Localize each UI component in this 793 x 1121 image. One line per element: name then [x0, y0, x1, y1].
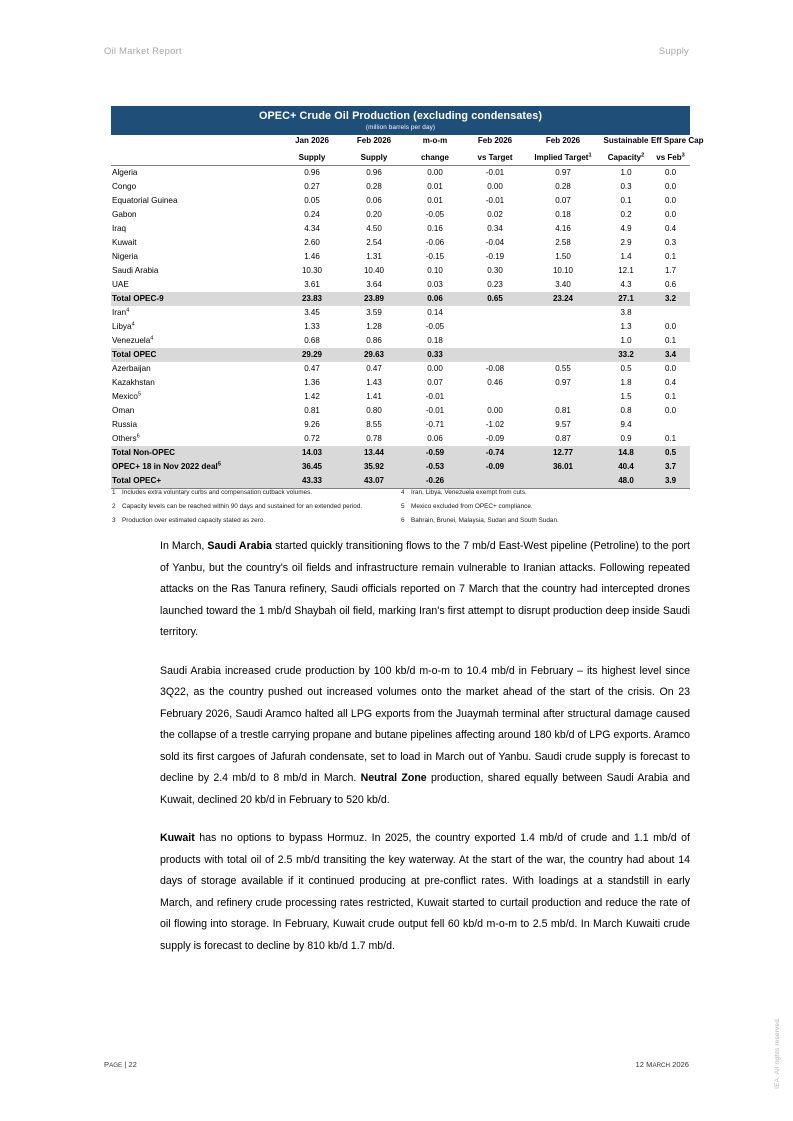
cell-c7: 0.1 — [664, 434, 677, 443]
cell-c1: 0.05 — [304, 196, 320, 205]
cell-c3: -0.05 — [425, 210, 445, 219]
cell-c6: 0.9 — [620, 434, 632, 443]
row-label: Gabon — [112, 210, 137, 219]
table-row — [111, 432, 690, 446]
table-row — [111, 264, 690, 278]
column-header-6: Sustainable Capacity$^2$ — [603, 136, 649, 162]
table-row — [111, 418, 690, 432]
row-label: Saudi Arabia — [112, 266, 159, 275]
p2-text-a: Saudi Arabia increased crude production by 100 kb/d m-o-m to 10.4 mb/d in February – its highest level since 3Q22, as the country pushed out increased volumes onto the market ahead of the start of the crisis. On 23 February 2026, Saudi Aramco halted all LPG exports from the Juaymah terminal after structural damage caused the collapse of a trestle carrying propane and butane pipelines affecting around 180 kb/d of LPG exports. Aramco sold its first cargoes of Jafurah condensate, set to load in March out of Yanbu. Saudi crude supply is forecast to decline by 2.4 mb/d to 8 mb/d in March. — [160, 664, 690, 784]
table-title-bar — [111, 106, 690, 135]
row-label: Others$^6$ — [112, 433, 140, 443]
cell-c2: 1.41 — [366, 392, 382, 401]
cell-c3: 0.10 — [427, 266, 443, 275]
cell-c7 — [651, 306, 690, 320]
table-row — [111, 348, 690, 362]
paragraph-saudi-arabia — [160, 536, 690, 644]
cell-c4: 0.00 — [487, 182, 503, 191]
cell-c4: -0.04 — [485, 238, 505, 247]
cell-c4 — [465, 390, 525, 404]
running-header-right: Supply — [658, 46, 689, 57]
cell-c6: 1.8 — [620, 378, 632, 387]
cell-c6: 27.1 — [601, 292, 651, 306]
cell-c3: 0.07 — [427, 378, 443, 387]
table-row — [111, 208, 690, 222]
cell-c4: 0.46 — [487, 378, 503, 387]
cell-c2: 43.07 — [343, 474, 405, 489]
cell-c2: 1.43 — [366, 378, 382, 387]
cell-c6: 0.8 — [620, 406, 632, 415]
cell-c6: 0.3 — [620, 182, 632, 191]
cell-c7: 0.6 — [664, 280, 677, 289]
cell-c3: -0.06 — [425, 238, 445, 247]
cell-c7 — [651, 418, 690, 432]
cell-c1: 1.46 — [304, 252, 320, 261]
footnote: 6 Bahrain, Brunei, Malaysia, Sudan and South Sudan. — [401, 517, 559, 524]
cell-c7: 0.1 — [664, 392, 677, 401]
cell-c4 — [465, 334, 525, 348]
cell-c6: 33.2 — [601, 348, 651, 362]
row-label: Nigeria — [112, 252, 138, 261]
cell-c5: 0.81 — [555, 406, 571, 415]
cell-c3: 0.33 — [405, 348, 465, 362]
p3-text: has no options to bypass Hormuz. In 2025, the country exported 1.4 mb/d of crude and 1.1 mb/d of products with total oil of 2.5 mb/d transiting the key waterway. At the start of the war, the country had about 14 days of storage available if it continued producing at pre-conflict rates. With loadings at a standstill in early March, and refinery crude processing rates restricted, Kuwait started to curtail production and reduce the rate of oil flowing into storage. In February, Kuwait crude output fell 60 kb/d m-o-m to 2.5 mb/d. In March Kuwaiti crude supply is forecast to decline by 810 kb/d 1.7 mb/d. — [160, 832, 690, 952]
table-title: OPEC+ Crude Oil Production (excluding condensates) — [258, 110, 543, 122]
cell-c4: 0.65 — [465, 292, 525, 306]
table-header-row — [111, 135, 690, 166]
cell-c5: 12.77 — [525, 446, 601, 460]
cell-c4: -0.19 — [485, 252, 505, 261]
cell-c5: 0.07 — [555, 196, 571, 205]
cell-c2: 1.28 — [366, 322, 382, 331]
cell-c6: 1.5 — [620, 392, 632, 401]
cell-c7: 3.2 — [651, 292, 690, 306]
cell-c7: 0.0 — [664, 168, 677, 177]
table-row — [111, 222, 690, 236]
cell-c3: 0.03 — [427, 280, 443, 289]
paragraph-kuwait — [160, 828, 690, 957]
paragraph-saudi-production — [160, 661, 690, 812]
running-header-left: Oil Market Report — [104, 46, 182, 57]
cell-c2: 8.55 — [366, 420, 382, 429]
table-row — [111, 180, 690, 194]
column-header-2: Feb 2026 Supply — [356, 136, 392, 162]
cell-c6: 12.1 — [618, 266, 634, 275]
cell-c5 — [525, 348, 601, 362]
cell-c3: -0.01 — [425, 392, 445, 401]
cell-c2: 0.80 — [366, 406, 382, 415]
cell-c2: 0.20 — [366, 210, 382, 219]
row-label: Kuwait — [112, 238, 137, 247]
cell-c4: -0.01 — [485, 168, 505, 177]
column-header-5: Feb 2026 Implied Target$^1$ — [534, 136, 592, 162]
cell-c5: 1.50 — [555, 252, 571, 261]
cell-c5: 0.18 — [555, 210, 571, 219]
cell-c1: 3.61 — [304, 280, 320, 289]
cell-c1: 36.45 — [281, 460, 343, 474]
row-label: Mexico$^5$ — [112, 391, 142, 401]
table-body — [111, 166, 690, 489]
cell-c7: 0.0 — [664, 406, 677, 415]
table-row — [111, 166, 690, 181]
cell-c7: 3.4 — [651, 348, 690, 362]
cell-c5: 0.55 — [555, 364, 571, 373]
p1-lead: In March, — [160, 540, 208, 552]
footnote: 2 Capacity levels can be reached within 90 days and sustained for an extended period. — [112, 503, 363, 510]
cell-c5: 36.01 — [525, 460, 601, 474]
p1-text: started quickly transitioning flows to the 7 mb/d East-West pipeline (Petroline) to the port of Yanbu, but the country's oil fields and infrastructure remain vulnerable to Iranian attacks. Following repeated attacks on the Ras Tanura refinery, Saudi officials reported on 7 March that the country had intercepted drones launched toward the 1 mb/d Shaybah oil field, marking Iran's first attempt to disrupt production deep inside Saudi territory. — [160, 540, 690, 638]
table-row — [111, 446, 690, 460]
cell-c5: 4.16 — [555, 224, 571, 233]
cell-c4: -0.09 — [465, 460, 525, 474]
cell-c6: 0.1 — [620, 196, 632, 205]
page-footer — [104, 1060, 689, 1069]
cell-c4: 0.23 — [487, 280, 503, 289]
cell-c5 — [525, 306, 601, 320]
table-row — [111, 278, 690, 292]
opec-production-table — [111, 106, 704, 489]
cell-c2: 0.06 — [366, 196, 382, 205]
running-header — [104, 46, 689, 57]
cell-c3: 0.18 — [427, 336, 443, 345]
cell-c1: 3.45 — [304, 308, 320, 317]
cell-c5: 23.24 — [525, 292, 601, 306]
cell-c3: 0.00 — [427, 168, 443, 177]
cell-c5: 3.40 — [555, 280, 571, 289]
cell-c6: 0.2 — [620, 210, 632, 219]
row-label: UAE — [112, 280, 129, 289]
cell-c7: 1.7 — [664, 266, 677, 275]
table-row — [111, 320, 690, 334]
article-body — [160, 536, 690, 974]
cell-c3: -0.71 — [425, 420, 445, 429]
cell-c7: 0.0 — [664, 210, 677, 219]
row-label: Venezuela$^4$ — [112, 335, 154, 345]
column-header-7: Eff Spare Cap vs Feb$^3$ — [651, 136, 704, 162]
cell-c5 — [525, 334, 601, 348]
cell-c6: 48.0 — [601, 474, 651, 489]
cell-c2: 3.59 — [366, 308, 382, 317]
row-label: Total OPEC-9 — [111, 292, 281, 306]
table-row — [111, 460, 690, 474]
cell-c3: -0.01 — [425, 406, 445, 415]
cell-c6: 0.5 — [620, 364, 632, 373]
cell-c6: 1.4 — [620, 252, 632, 261]
cell-c5: 10.10 — [552, 266, 574, 275]
cell-c1: 2.60 — [304, 238, 320, 247]
cell-c1: 9.26 — [304, 420, 320, 429]
cell-c4: -0.09 — [485, 434, 505, 443]
footer-date: 12 MARCH 2026 — [635, 1060, 689, 1069]
cell-c3: -0.15 — [425, 252, 445, 261]
row-label: Russia — [112, 420, 138, 429]
cell-c1: 0.72 — [304, 434, 320, 443]
cell-c7: 0.3 — [664, 238, 677, 247]
cell-c2: 0.28 — [366, 182, 382, 191]
footnote: 3 Production over estimated capacity stated as zero. — [112, 517, 266, 524]
cell-c6: 9.4 — [620, 420, 632, 429]
cell-c7: 0.5 — [651, 446, 690, 460]
cell-c3: 0.00 — [427, 364, 443, 373]
cell-c2: 3.64 — [366, 280, 382, 289]
footer-page: PAGE | 22 — [104, 1060, 137, 1069]
table-row — [111, 292, 690, 306]
cell-c7: 3.9 — [651, 474, 690, 489]
cell-c1: 1.36 — [304, 378, 320, 387]
p3-country: Kuwait — [160, 832, 195, 844]
cell-c3: 0.14 — [427, 308, 443, 317]
cell-c4 — [465, 306, 525, 320]
cell-c1: 4.34 — [304, 224, 320, 233]
cell-c2: 29.63 — [343, 348, 405, 362]
cell-c2: 13.44 — [343, 446, 405, 460]
table-row — [111, 236, 690, 250]
cell-c7: 3.7 — [651, 460, 690, 474]
cell-c4 — [465, 348, 525, 362]
row-label: Iran$^4$ — [112, 307, 130, 317]
row-label: Equatorial Guinea — [112, 196, 178, 205]
table-row — [111, 250, 690, 264]
footnote: 1 Includes extra voluntary curbs and compensation cutback volumes. — [112, 489, 313, 496]
cell-c4: -0.01 — [485, 196, 505, 205]
cell-c7: 0.4 — [664, 224, 677, 233]
cell-c4 — [465, 320, 525, 334]
cell-c4: 0.02 — [487, 210, 503, 219]
table-footnotes — [112, 486, 690, 528]
cell-c5: 9.57 — [555, 420, 571, 429]
cell-c2: 35.92 — [343, 460, 405, 474]
cell-c4: 0.00 — [487, 406, 503, 415]
cell-c6: 1.0 — [620, 336, 632, 345]
cell-c4: -0.08 — [485, 364, 505, 373]
cell-c1: 0.96 — [304, 168, 320, 177]
table-row — [111, 404, 690, 418]
cell-c1: 0.47 — [304, 364, 320, 373]
cell-c1: 29.29 — [281, 348, 343, 362]
table-row — [111, 306, 690, 320]
cell-c6: 40.4 — [601, 460, 651, 474]
cell-c2: 10.40 — [363, 266, 385, 275]
p2-text-b: production, shared equally between Saudi Arabia and Kuwait, declined 20 kb/d in February to 520 kb/d. — [160, 772, 691, 806]
row-label: OPEC+ 18 in Nov 2022 deal$^5$ — [111, 460, 281, 474]
cell-c5: 2.58 — [555, 238, 571, 247]
cell-c1: 0.68 — [304, 336, 320, 345]
cell-c5: 0.97 — [555, 168, 571, 177]
cell-c3: -0.26 — [405, 474, 465, 489]
cell-c7: 0.0 — [664, 182, 677, 191]
cell-c1: 43.33 — [281, 474, 343, 489]
cell-c4: 0.30 — [487, 266, 503, 275]
row-label: Iraq — [112, 224, 127, 233]
footnotes-left-column — [112, 486, 401, 528]
row-label: Total OPEC — [111, 348, 281, 362]
column-header-1: Jan 2026 Supply — [295, 136, 329, 162]
cell-c1: 1.33 — [304, 322, 320, 331]
cell-c6: 1.0 — [620, 168, 632, 177]
cell-c1: 1.42 — [304, 392, 320, 401]
cell-c4: 0.34 — [487, 224, 503, 233]
p2-neutral-zone: Neutral Zone — [360, 772, 427, 784]
cell-c1: 23.83 — [281, 292, 343, 306]
row-label: Oman — [112, 406, 135, 415]
cell-c6: 3.8 — [620, 308, 632, 317]
cell-c5 — [525, 320, 601, 334]
cell-c4: -0.74 — [465, 446, 525, 460]
row-label: Total Non-OPEC — [111, 446, 281, 460]
copyright-notice: IEA. All rights reserved. — [774, 1017, 781, 1089]
table-row — [111, 194, 690, 208]
footnotes-right-column — [401, 486, 690, 528]
cell-c4: -1.02 — [485, 420, 505, 429]
cell-c3: 0.06 — [427, 434, 443, 443]
cell-c5: 0.97 — [555, 378, 571, 387]
cell-c7: 0.0 — [664, 196, 677, 205]
cell-c1: 0.81 — [304, 406, 320, 415]
table-row — [111, 362, 690, 376]
cell-c6: 2.9 — [620, 238, 632, 247]
cell-c1: 0.24 — [304, 210, 320, 219]
column-header-3: m-o-m change — [420, 136, 449, 162]
cell-c2: 0.96 — [366, 168, 382, 177]
row-label: Libya$^4$ — [112, 321, 135, 331]
table-subtitle: (million barrels per day) — [365, 124, 436, 131]
cell-c5: 0.28 — [555, 182, 571, 191]
cell-c6: 4.3 — [620, 280, 632, 289]
cell-c3: 0.01 — [427, 196, 443, 205]
column-header-4: Feb 2026 vs Target — [477, 136, 513, 162]
cell-c2: 0.78 — [366, 434, 382, 443]
cell-c5 — [525, 390, 601, 404]
row-label: Kazakhstan — [112, 378, 155, 387]
column-header-0 — [111, 135, 281, 166]
cell-c2: 4.50 — [366, 224, 382, 233]
cell-c2: 23.89 — [343, 292, 405, 306]
cell-c3: 0.01 — [427, 182, 443, 191]
cell-c3: 0.16 — [427, 224, 443, 233]
cell-c1: 0.27 — [304, 182, 320, 191]
row-label: Algeria — [112, 168, 138, 177]
cell-c2: 2.54 — [366, 238, 382, 247]
row-label: Total OPEC+ — [111, 474, 281, 489]
cell-c3: -0.53 — [405, 460, 465, 474]
footnote: 4 Iran, Libya, Venezuela exempt from cuts. — [401, 489, 527, 496]
cell-c6: 14.8 — [601, 446, 651, 460]
cell-c2: 1.31 — [366, 252, 382, 261]
cell-c7: 0.0 — [664, 364, 677, 373]
cell-c3: 0.06 — [405, 292, 465, 306]
cell-c3: -0.59 — [405, 446, 465, 460]
cell-c1: 14.03 — [281, 446, 343, 460]
cell-c6: 1.3 — [620, 322, 632, 331]
table-row — [111, 390, 690, 404]
cell-c7: 0.1 — [664, 336, 677, 345]
footnote: 5 Mexico excluded from OPEC+ compliance. — [401, 503, 533, 510]
cell-c6: 4.9 — [620, 224, 632, 233]
cell-c5: 0.87 — [555, 434, 571, 443]
cell-c7: 0.1 — [664, 252, 677, 261]
row-label: Azerbaijan — [112, 364, 151, 373]
cell-c2: 0.47 — [366, 364, 382, 373]
row-label: Congo — [112, 182, 137, 191]
cell-c2: 0.86 — [366, 336, 382, 345]
cell-c7: 0.4 — [664, 378, 677, 387]
cell-c1: 10.30 — [301, 266, 323, 275]
p1-country: Saudi Arabia — [207, 540, 272, 552]
cell-c7: 0.0 — [664, 322, 677, 331]
cell-c3: -0.05 — [425, 322, 445, 331]
table-row — [111, 376, 690, 390]
table-row — [111, 334, 690, 348]
